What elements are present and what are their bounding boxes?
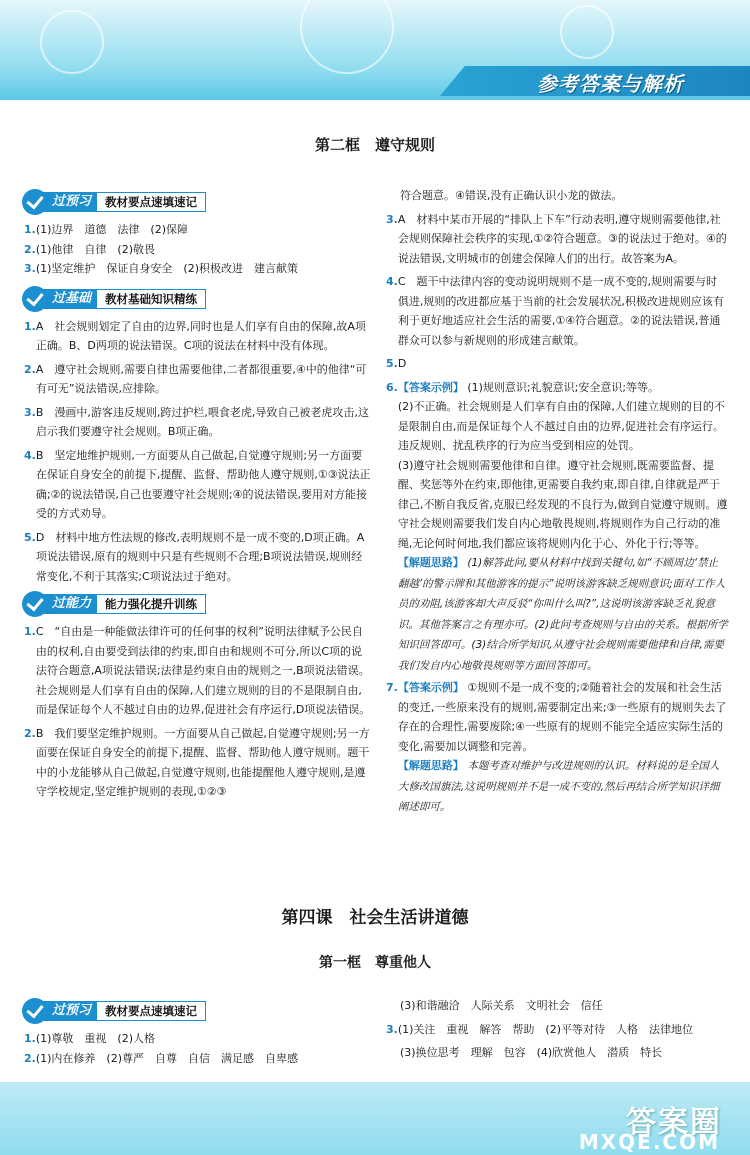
answer-item: 3. B 漫画中,游客违反规则,跨过护栏,喂食老虎,导致自己被老虎攻击,这启示我们要遵守社会规则。B项正确。	[24, 405, 369, 438]
bottom-right-column	[386, 996, 728, 1063]
answer-item: 符合题意。④错误,没有正确认识小龙的做法。	[400, 189, 623, 202]
answer-item: 2. (1)内在修养 (2)尊严 自尊 自信 满足感 自卑感	[24, 1051, 299, 1065]
section-tag-basic	[22, 285, 371, 313]
doodle-circle	[560, 5, 614, 59]
answer-item: 1. (1)边界 道德 法律 (2)保障	[24, 223, 189, 236]
answer-item: 3. (1)坚定维护 保证自身安全 (2)积极改进 建言献策	[24, 262, 299, 275]
tag-badge: 过预习	[42, 1001, 97, 1021]
hint-text: (1)解答此问,要从材料中找到关键句,如“不顾周边‘禁止翻越’的警示牌和其他游客的提示”说明该游客缺乏规则意识;面对工作人员的劝阻,该游客却大声反驳“你叫什么叫?”,这说明该游客缺乏礼貌意识。其他答案言之有理亦可。(2)此问考查规则与自由的关系。根据所学知识回答即可。(3)结合所学知识,从遵守社会规则需要他律和自律,需要我们发自内心地敬畏规则等方面回答即可。	[397, 557, 728, 672]
answer-item: 1. C “自由是一种能做法律许可的任何事的权利”说明法律赋予公民自由的权利,自由要受到法律的约束,即自由和规则不可分,所以C项的说法符合题意,A项说法错误;法律是约束自由的规则之一,B项说法错误。社会规则是人们享有自由的保障,人们建立规则的目的不是限制自由,而是保证每个人不越过自由的边界,促进社会有序运行,D项说法错误。	[24, 625, 371, 716]
answer-label: 【答案示例】	[397, 681, 464, 694]
tag-text: 教材基础知识精练	[97, 289, 206, 309]
answer-item-7: 7. 【答案示例】 ①规则不是一成不变的;②随着社会的发展和社会生活的变迁,一些原来没有的规则,需要制定出来;③一些原有的规则失去了存在的合理性,需要废除;④一些原有的规则不能完全适应实际生活的变化,需要加以调整和完善。 【解题思路】 本题考查对维护与改进规则的认识。材料说的是全国人大修改国旗法,这说明规则并不是一成不变的,然后再结合所学知识详细阐述即可。	[386, 681, 727, 813]
answer-item: 5. D	[386, 357, 407, 370]
section-tag-preview	[22, 997, 371, 1025]
hint-label: 【解题思路】	[397, 759, 464, 772]
answer-item: 5. D 材料中地方性法规的修改,表明规则不是一成不变的,D项正确。A项说法错误,原有的规则中只是有些规则不合理;B项说法错误,规则经常变化,不利于其落实;C项说法过于绝对。	[24, 530, 365, 583]
section-tag-ability	[22, 590, 371, 618]
answer-item: 3. A 材料中某市开展的“排队上下车”行动表明,遵守规则需要他律,社会规则保障社会秩序的实现,①②符合题意。③的说法过于绝对。④的说法错误,文明城市的创建会保障人们的出行。故答案为A。	[386, 212, 727, 265]
check-icon	[22, 591, 48, 617]
watermark-url: MXQE.COM	[578, 1130, 720, 1154]
header-title: 参考答案与解析	[537, 72, 684, 96]
section-tag-preview	[22, 188, 371, 216]
answer-item: 2. (1)他律 自律 (2)敬畏	[24, 242, 156, 256]
right-column	[386, 186, 728, 818]
tag-text: 教材要点速填速记	[97, 192, 206, 212]
hint-text: 本题考查对维护与改进规则的认识。材料说的是全国人大修改国旗法,这说明规则并不是一成不变的,然后再结合所学知识详细阐述即可。	[397, 760, 720, 813]
answer-item: (3)和谐融洽 人际关系 文明社会 信任	[400, 999, 603, 1012]
answer-item-6: 6. 【答案示例】 (1)规则意识;礼貌意识;安全意识;等等。 (2)不正确。社会规则是人们享有自由的保障,人们建立规则的目的不是限制自由,而是保证每个人不越过自由的边界,促进社会有序运行。违反规则、扰乱秩序的行为应当受到相应的处罚。 (3)遵守社会规则需要他律和自律。遵守社会规则,既需要监督、提醒、奖惩等外在约束,即他律,更需要自我约束,即自律,自律就是严于律己,不断自我反省,克服已经发现的不良行为,做到自觉遵守规则。遵守社会规则需要我们发自内心地敬畏规则,将规则作为自己行动的准绳,无论何时何地,我们都应该将规则内化于心、外化于行;等等。 【解题思路】 (1)解答此问,要从材料中找到关键句,如“不顾周边‘禁止翻越’的警示牌和其他游客的提示”说明该游客缺乏规则意识;面对工作人员的劝阻,该游客却大声反驳“你叫什么叫?”,这说明该游客缺乏礼貌意识。其他答案言之有理亦可。(2)此问考查规则与自由的关系。根据所学知识回答即可。(3)结合所学知识,从遵守社会规则需要他律和自律,需要我们发自内心地敬畏规则等方面回答即可。	[386, 380, 728, 672]
tag-badge: 过能力	[42, 594, 97, 614]
check-icon	[22, 189, 48, 215]
watermark-logo: 答案圈	[626, 1105, 722, 1140]
answer-item: 4. C 题干中法律内容的变动说明规则不是一成不变的,规则需要与时俱进,规则的改进都应基于当前的社会发展状况,积极改进规则应该有利于更好地适应社会生活的需要,①④符合题意。②的说法错误,普通群众可以参与新规则的形成建言献策。	[386, 275, 724, 347]
answer-item: 3. (1)关注 重视 解答 帮助 (2)平等对待 人格 法律地位	[386, 1022, 694, 1036]
bottom-left-column	[24, 995, 371, 1068]
section-subtitle: 第一框 尊重他人	[319, 955, 431, 971]
check-icon	[22, 286, 48, 312]
doodle-circle	[40, 10, 104, 74]
doodle-circle	[300, 0, 394, 74]
answer-item: 2. A 遵守社会规则,需要自律也需要他律,二者都很重要,④中的他律“可有可无”说法错误,应排除。	[24, 362, 367, 395]
tag-badge: 过预习	[42, 192, 97, 212]
answer-item: 1. A 社会规则划定了自由的边界,同时也是人们享有自由的保障,故A项正确。B、D两项的说法错误。C项的说法在材料中没有体现。	[24, 319, 366, 352]
tag-badge: 过基础	[42, 289, 97, 309]
check-icon	[22, 998, 48, 1024]
left-column	[24, 186, 371, 802]
answer-item: 4. B 坚定地维护规则,一方面要从自己做起,自觉遵守规则;另一方面要在保证自身安全的前提下,提醒、监督、帮助他人遵守规则,①③说法正确;②的说法错误,自己也要遵守社会规则;④的说法错误,要用对方能接受的方式劝导。	[24, 448, 371, 520]
answer-item: (3)换位思考 理解 包容 (4)欣赏他人 潜质 特长	[400, 1046, 663, 1059]
section-title: 第二框 遵守规则	[314, 136, 435, 154]
hint-label: 【解题思路】	[397, 556, 464, 569]
tag-text: 能力强化提升训练	[97, 594, 206, 614]
answer-item: 2. B 我们要坚定维护规则。一方面要从自己做起,自觉遵守规则;另一方面要在保证自身安全的前提下,提醒、监督、帮助他人遵守规则。题干中的小龙能够从自己做起,自觉遵守规则,也能提醒他人遵守规则,是遵守学校规定,坚定维护规则的表现,①②③	[24, 726, 370, 798]
lesson-title: 第四课 社会生活讲道德	[281, 908, 469, 928]
answer-label: 【答案示例】	[397, 380, 464, 394]
answer-item: 1. (1)尊敬 重视 (2)人格	[24, 1032, 156, 1045]
tag-text: 教材要点速填速记	[97, 1001, 206, 1021]
